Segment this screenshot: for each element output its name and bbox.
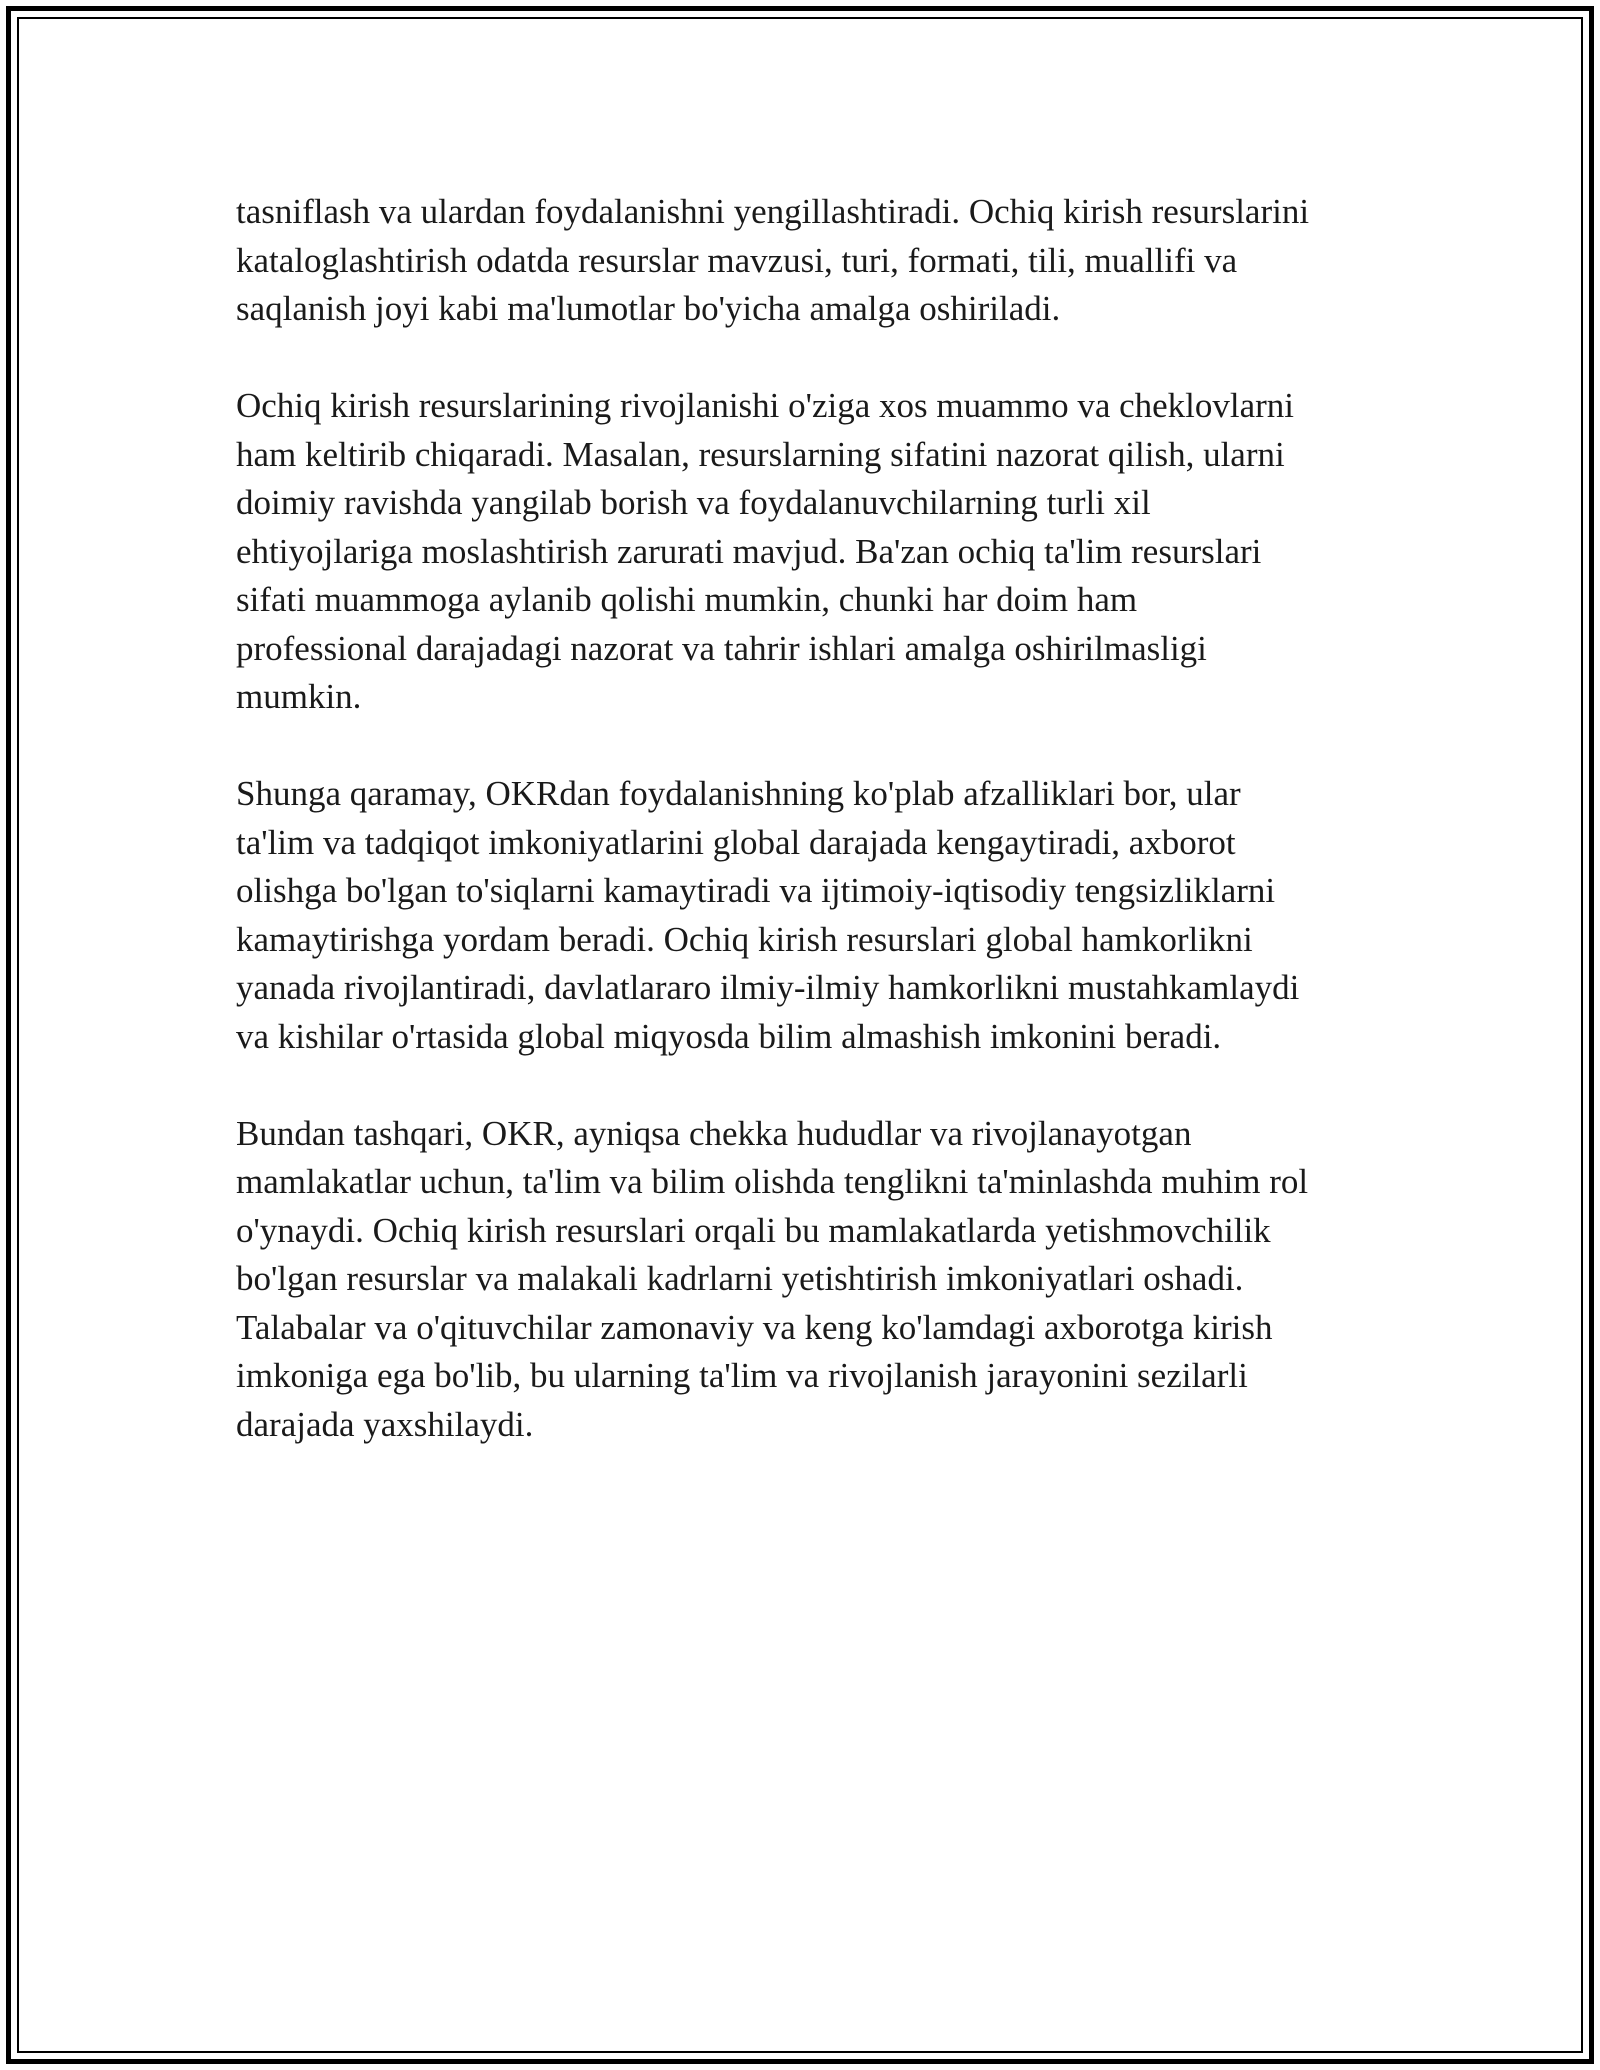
text-line: ham keltirib chiqaradi. Masalan, resurslarning sifatini nazorat qilish, ularni <box>236 434 1285 474</box>
text-line: va kishilar o'rtasida global miqyosda bilim almashish imkonini beradi. <box>236 1016 1222 1056</box>
paragraph-1 <box>236 188 1376 334</box>
text-line: bo'lgan resurslar va malakali kadrlarni yetishtirish imkoniyatlari oshadi. <box>236 1259 1244 1298</box>
text-line: doimiy ravishda yangilab borish va foydalanuvchilarning turli xil <box>236 483 1151 522</box>
text-line: Talabalar va o'qituvchilar zamonaviy va keng ko'lamdagi axborotga kirish <box>236 1307 1273 1347</box>
text-line: Ochiq kirish resurslarining rivojlanishi o'ziga xos muammo va cheklovlarni <box>236 386 1295 425</box>
text-line: ehtiyojlariga moslashtirish zarurati mavjud. Ba'zan ochiq ta'lim resurslari <box>236 531 1262 571</box>
text-line: mumkin. <box>236 677 362 716</box>
paragraph-3 <box>236 770 1376 1061</box>
text-line: mamlakatlar uchun, ta'lim va bilim olishda tenglikni ta'minlashda muhim rol <box>236 1162 1309 1201</box>
text-line: o'ynaydi. Ochiq kirish resurslari orqali bu mamlakatlarda yetishmovchilik <box>236 1210 1271 1250</box>
text-line: kamaytirishga yordam beradi. Ochiq kirish resurslari global hamkorlikni <box>236 919 1253 959</box>
text-line: Shunga qaramay, OKRdan foydalanishning ko'plab afzalliklari bor, ular <box>236 774 1241 813</box>
text-line: professional darajadagi nazorat va tahrir ishlari amalga oshirilmasligi <box>236 628 1207 668</box>
text-line: kataloglashtirish odatda resurslar mavzusi, turi, formati, tili, muallifi va <box>236 240 1238 280</box>
text-line: darajada yaxshilaydi. <box>236 1404 534 1444</box>
text-line: ta'lim va tadqiqot imkoniyatlarini global darajada kengaytiradi, axborot <box>236 822 1236 862</box>
paragraph-4 <box>236 1110 1376 1450</box>
text-line: sifati muammoga aylanib qolishi mumkin, chunki har doim ham <box>236 580 1138 619</box>
document-body <box>236 188 1376 1498</box>
text-line: tasniflash va ulardan foydalanishni yengillashtiradi. Ochiq kirish resurslarini <box>236 192 1310 231</box>
text-line: saqlanish joyi kabi ma'lumotlar bo'yicha amalga oshiriladi. <box>236 289 1061 328</box>
text-line: olishga bo'lgan to'siqlarni kamaytiradi va ijtimoiy-iqtisodiy tengsizliklarni <box>236 871 1276 910</box>
text-line: yanada rivojlantiradi, davlatlararo ilmiy-ilmiy hamkorlikni mustahkamlaydi <box>236 968 1300 1007</box>
text-line: imkoniga ega bo'lib, bu ularning ta'lim va rivojlanish jarayonini sezilarli <box>236 1356 1248 1395</box>
paragraph-2 <box>236 382 1376 722</box>
text-line: Bundan tashqari, OKR, ayniqsa chekka hududlar va rivojlanayotgan <box>236 1113 1192 1153</box>
